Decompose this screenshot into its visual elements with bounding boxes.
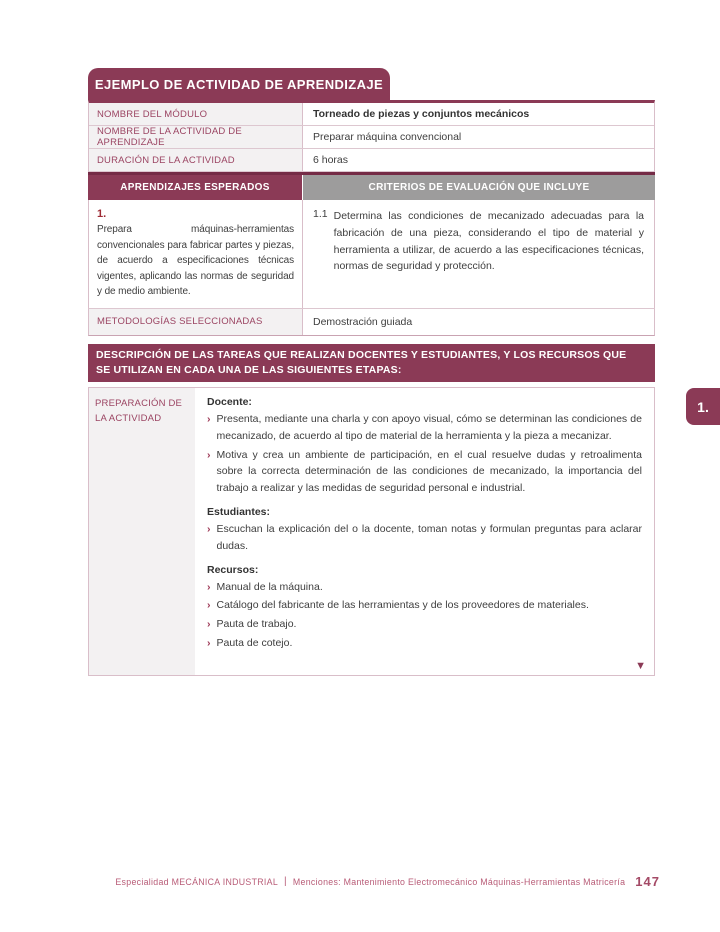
list-item-text: Manual de la máquina.: [216, 580, 323, 593]
row-label-methodologies: METODOLOGÍAS SELECCIONADAS: [89, 309, 303, 335]
learning-text: Prepara máquinas-herramientas convencionales para fabricar partes y piezas, de acuerdo a especificaciones técnicas vigentes, aplicando las normas de seguridad y de medio ambiente.: [97, 224, 294, 297]
stage-content: [195, 388, 654, 675]
stage-block: [88, 387, 655, 676]
page-number: 147: [635, 874, 660, 889]
list-item-text: Pauta de cotejo.: [216, 636, 293, 649]
chapter-tab: 1.: [686, 388, 720, 425]
header-evaluation-criteria: CRITERIOS DE EVALUACIÓN QUE INCLUYE: [302, 175, 655, 200]
section-heading: Estudiantes:: [207, 505, 271, 518]
table-row: [89, 126, 654, 149]
continuation-arrow-icon: ▼: [635, 659, 646, 672]
list-item: [207, 616, 642, 633]
footer-separator: |: [284, 876, 287, 887]
list-item: [207, 447, 642, 497]
bullet-icon: ›: [207, 448, 211, 461]
row-value-methodologies: Demostración guiada: [313, 315, 413, 328]
row-label-activity-name: NOMBRE DE LA ACTIVIDAD DE APRENDIZAJE: [89, 126, 303, 148]
section-docente: [207, 396, 642, 497]
description-band: [88, 344, 655, 382]
list-item-text: Pauta de trabajo.: [216, 618, 297, 631]
learning-number: 1.: [97, 208, 107, 220]
section-recursos: [207, 564, 642, 652]
table-row: [89, 103, 654, 126]
bullet-icon: ›: [207, 412, 211, 425]
table-row: [89, 149, 654, 172]
list-item: [207, 521, 642, 555]
row-value-duration: 6 horas: [313, 154, 349, 166]
bullet-icon: ›: [207, 580, 211, 593]
criteria-text: Determina las condiciones de mecanizado adecuadas para la fabricación de una pieza, considerando el tipo de material y herramienta a utilizar, de acuerdo a las especificaciones técnicas, normas de seguridad y protección.: [333, 210, 644, 273]
footer-specialty: Especialidad MECÁNICA INDUSTRIAL: [115, 876, 279, 887]
page-title: EJEMPLO DE ACTIVIDAD DE APRENDIZAJE: [88, 68, 390, 100]
stage-label: PREPARACIÓN DE LA ACTIVIDAD: [89, 388, 195, 675]
list-item-text: Presenta, mediante una charla y con apoyo visual, cómo se determinan las condiciones de mecanizado, de acuerdo al tipo de material de la herramienta y la pieza a mecanizar.: [216, 412, 642, 442]
description-band-text: DESCRIPCIÓN DE LAS TAREAS QUE REALIZAN DOCENTES Y ESTUDIANTES, Y LOS RECURSOS QUE SE UTILIZAN EN CADA UNA DE LAS SIGUIENTES ETAPAS:: [96, 348, 627, 376]
footer-mentions: Menciones: Mantenimiento Electromecánico Máquinas-Herramientas Matricería: [292, 876, 626, 887]
bullet-icon: ›: [207, 636, 211, 649]
criteria-cell: [303, 200, 654, 308]
row-label-module: NOMBRE DEL MÓDULO: [89, 103, 303, 125]
bullet-icon: ›: [207, 599, 211, 612]
learning-body-row: [88, 200, 655, 309]
activity-table: [88, 100, 655, 676]
bullet-icon: ›: [207, 618, 211, 631]
list-item-text: Motiva y crea un ambiente de participación, en el cual resuelve dudas y retroalimenta sobre la correcta determinación de las condiciones de mecanizado, la importancia del trabajo a realizar y las medidas de seguridad personal e industrial.: [216, 448, 642, 495]
list-item-text: Escuchan la explicación del o la docente, toman notas y formulan preguntas para aclarar dudas.: [216, 522, 642, 552]
bullet-icon: ›: [207, 522, 211, 535]
list-item: [207, 411, 642, 445]
learning-header-row: [88, 172, 655, 200]
table-row: [88, 309, 655, 336]
page-footer: [88, 874, 660, 889]
list-item-text: Catálogo del fabricante de las herramientas y de los proveedores de materiales.: [216, 599, 589, 612]
section-estudiantes: [207, 506, 642, 555]
list-item: [207, 579, 642, 596]
section-heading: Docente:: [207, 395, 252, 408]
header-expected-learnings: APRENDIZAJES ESPERADOS: [88, 175, 302, 200]
expected-learning-cell: [89, 200, 303, 308]
row-label-duration: DURACIÓN DE LA ACTIVIDAD: [89, 149, 303, 171]
section-heading: Recursos:: [207, 563, 259, 576]
list-item: [207, 597, 642, 614]
row-value-activity-name: Preparar máquina convencional: [313, 131, 462, 143]
info-table: [88, 100, 655, 172]
list-item: [207, 635, 642, 652]
criteria-number: 1.1: [313, 208, 328, 220]
row-value-module: Torneado de piezas y conjuntos mecánicos: [313, 108, 530, 120]
